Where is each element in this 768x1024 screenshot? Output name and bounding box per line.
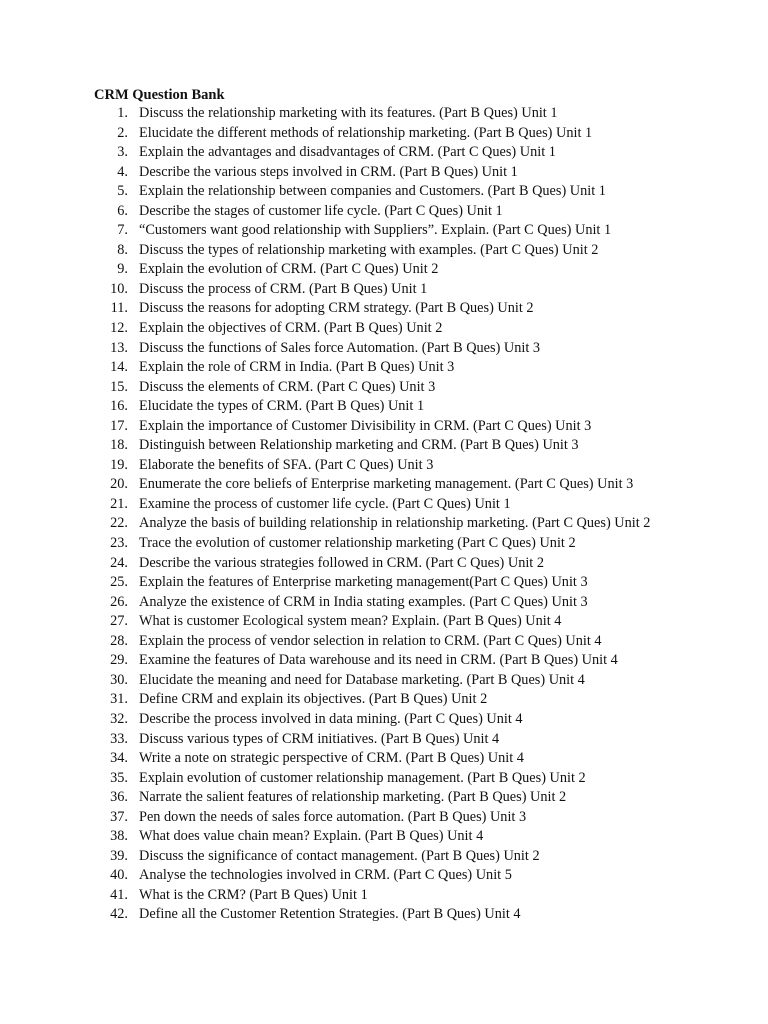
question-number: 37. (110, 808, 128, 825)
question-text: Discuss the functions of Sales force Automation. (Part B Ques) Unit 3 (139, 339, 541, 356)
question-number: 12. (110, 320, 128, 337)
question-item (0, 749, 768, 769)
question-item (0, 690, 768, 710)
question-number: 19. (110, 456, 128, 473)
question-number: 20. (110, 476, 128, 493)
question-item (0, 339, 768, 359)
question-text: Elucidate the types of CRM. (Part B Ques) Unit 1 (139, 398, 425, 415)
question-number: 3. (117, 144, 128, 161)
question-item (0, 475, 768, 495)
question-text: Discuss the reasons for adopting CRM strategy. (Part B Ques) Unit 2 (139, 300, 534, 317)
question-text: Discuss the process of CRM. (Part B Ques) Unit 1 (139, 280, 428, 297)
question-item (0, 182, 768, 202)
question-item (0, 280, 768, 300)
question-item (0, 143, 768, 163)
question-number: 5. (117, 183, 128, 200)
question-number: 22. (110, 515, 128, 532)
page-title: CRM Question Bank (94, 87, 225, 103)
question-item (0, 886, 768, 906)
question-item (0, 514, 768, 534)
question-item (0, 593, 768, 613)
question-text: Describe the various steps involved in CRM. (Part B Ques) Unit 1 (139, 163, 518, 180)
question-item (0, 221, 768, 241)
question-number: 6. (117, 202, 128, 219)
question-text: Describe the stages of customer life cycle. (Part C Ques) Unit 1 (139, 202, 503, 219)
question-text: Analyse the technologies involved in CRM. (Part C Ques) Unit 5 (139, 867, 512, 884)
question-number: 39. (110, 847, 128, 864)
question-number: 27. (110, 613, 128, 630)
question-text: Describe the various strategies followed in CRM. (Part C Ques) Unit 2 (139, 554, 545, 571)
question-text: Examine the features of Data warehouse and its need in CRM. (Part B Ques) Unit 4 (139, 652, 618, 669)
question-list (0, 104, 768, 925)
question-text: Explain the features of Enterprise marketing management(Part C Ques) Unit 3 (139, 574, 588, 591)
question-item (0, 417, 768, 437)
question-item (0, 397, 768, 417)
question-text: Analyze the basis of building relationship in relationship marketing. (Part C Ques) Unit 2 (139, 515, 651, 532)
question-item (0, 847, 768, 867)
question-number: 17. (110, 417, 128, 434)
question-item (0, 769, 768, 789)
question-item (0, 671, 768, 691)
question-text: Describe the process involved in data mining. (Part C Ques) Unit 4 (139, 710, 523, 727)
question-number: 13. (110, 339, 128, 356)
question-item (0, 378, 768, 398)
question-item (0, 495, 768, 515)
question-number: 8. (117, 241, 128, 258)
question-item (0, 436, 768, 456)
question-text: What does value chain mean? Explain. (Part B Ques) Unit 4 (139, 828, 484, 845)
question-number: 1. (117, 105, 128, 121)
question-text: Narrate the salient features of relationship marketing. (Part B Ques) Unit 2 (139, 789, 567, 806)
question-item (0, 299, 768, 319)
question-item (0, 866, 768, 886)
question-text: Explain the process of vendor selection in relation to CRM. (Part C Ques) Unit 4 (139, 632, 602, 649)
question-number: 40. (110, 867, 128, 884)
question-number: 14. (110, 359, 128, 376)
question-text: Elucidate the different methods of relationship marketing. (Part B Ques) Unit 1 (139, 124, 593, 141)
question-item (0, 319, 768, 339)
question-item (0, 202, 768, 222)
question-item (0, 730, 768, 750)
question-text: Examine the process of customer life cycle. (Part C Ques) Unit 1 (139, 495, 511, 512)
question-text: Discuss the types of relationship marketing with examples. (Part C Ques) Unit 2 (139, 241, 599, 258)
question-number: 18. (110, 437, 128, 454)
question-item (0, 710, 768, 730)
question-item (0, 358, 768, 378)
question-text: Elaborate the benefits of SFA. (Part C Ques) Unit 3 (139, 456, 434, 473)
question-text: Explain the objectives of CRM. (Part B Ques) Unit 2 (139, 320, 443, 337)
question-item (0, 260, 768, 280)
question-text: Define CRM and explain its objectives. (Part B Ques) Unit 2 (139, 691, 488, 708)
question-number: 26. (110, 593, 128, 610)
question-number: 24. (110, 554, 128, 571)
question-number: 38. (110, 828, 128, 845)
question-number: 30. (110, 671, 128, 688)
question-text: Elucidate the meaning and need for Database marketing. (Part B Ques) Unit 4 (139, 671, 585, 688)
question-text: Explain the importance of Customer Divisibility in CRM. (Part C Ques) Unit 3 (139, 417, 592, 434)
question-item (0, 905, 768, 925)
question-text: “Customers want good relationship with Suppliers”. Explain. (Part C Ques) Unit 1 (139, 222, 612, 239)
question-text: What is customer Ecological system mean? Explain. (Part B Ques) Unit 4 (139, 613, 562, 630)
question-item (0, 241, 768, 261)
question-number: 25. (110, 574, 128, 591)
question-text: Explain evolution of customer relationship management. (Part B Ques) Unit 2 (139, 769, 586, 786)
question-item (0, 554, 768, 574)
question-number: 21. (110, 495, 128, 512)
question-item (0, 788, 768, 808)
question-item (0, 534, 768, 554)
question-number: 35. (110, 769, 128, 786)
question-number: 36. (110, 789, 128, 806)
question-text: Explain the relationship between companies and Customers. (Part B Ques) Unit 1 (139, 183, 606, 200)
question-number: 7. (117, 222, 128, 239)
question-item (0, 612, 768, 632)
question-text: Discuss various types of CRM initiatives. (Part B Ques) Unit 4 (139, 730, 500, 747)
question-text: Distinguish between Relationship marketing and CRM. (Part B Ques) Unit 3 (139, 437, 579, 454)
question-item (0, 104, 768, 124)
question-text: Explain the role of CRM in India. (Part B Ques) Unit 3 (139, 359, 455, 376)
question-text: Explain the advantages and disadvantages of CRM. (Part C Ques) Unit 1 (139, 144, 556, 161)
question-number: 34. (110, 750, 128, 767)
question-item (0, 651, 768, 671)
question-number: 23. (110, 535, 128, 552)
question-number: 33. (110, 730, 128, 747)
question-text: Define all the Customer Retention Strategies. (Part B Ques) Unit 4 (139, 906, 521, 923)
question-number: 28. (110, 632, 128, 649)
question-number: 15. (110, 378, 128, 395)
question-number: 4. (117, 163, 128, 180)
question-number: 10. (110, 280, 128, 297)
question-number: 16. (110, 398, 128, 415)
question-item (0, 124, 768, 144)
question-number: 29. (110, 652, 128, 669)
question-number: 32. (110, 710, 128, 727)
question-number: 41. (110, 886, 128, 903)
question-item (0, 632, 768, 652)
question-text: Enumerate the core beliefs of Enterprise marketing management. (Part C Ques) Unit 3 (139, 476, 634, 493)
question-item (0, 827, 768, 847)
question-text: Discuss the significance of contact management. (Part B Ques) Unit 2 (139, 847, 540, 864)
question-text: Write a note on strategic perspective of CRM. (Part B Ques) Unit 4 (139, 750, 524, 767)
question-text: What is the CRM? (Part B Ques) Unit 1 (139, 886, 368, 903)
question-number: 31. (110, 691, 128, 708)
question-text: Explain the evolution of CRM. (Part C Ques) Unit 2 (139, 261, 439, 278)
question-text: Trace the evolution of customer relationship marketing (Part C Ques) Unit 2 (139, 535, 576, 552)
question-number: 9. (117, 261, 128, 278)
question-number: 42. (110, 906, 128, 923)
question-text: Discuss the relationship marketing with its features. (Part B Ques) Unit 1 (139, 105, 558, 121)
question-number: 2. (117, 124, 128, 141)
question-item (0, 163, 768, 183)
question-item (0, 573, 768, 593)
question-item (0, 456, 768, 476)
question-text: Pen down the needs of sales force automation. (Part B Ques) Unit 3 (139, 808, 527, 825)
question-item (0, 808, 768, 828)
question-number: 11. (110, 300, 128, 317)
question-text: Analyze the existence of CRM in India stating examples. (Part C Ques) Unit 3 (139, 593, 588, 610)
question-text: Discuss the elements of CRM. (Part C Ques) Unit 3 (139, 378, 436, 395)
